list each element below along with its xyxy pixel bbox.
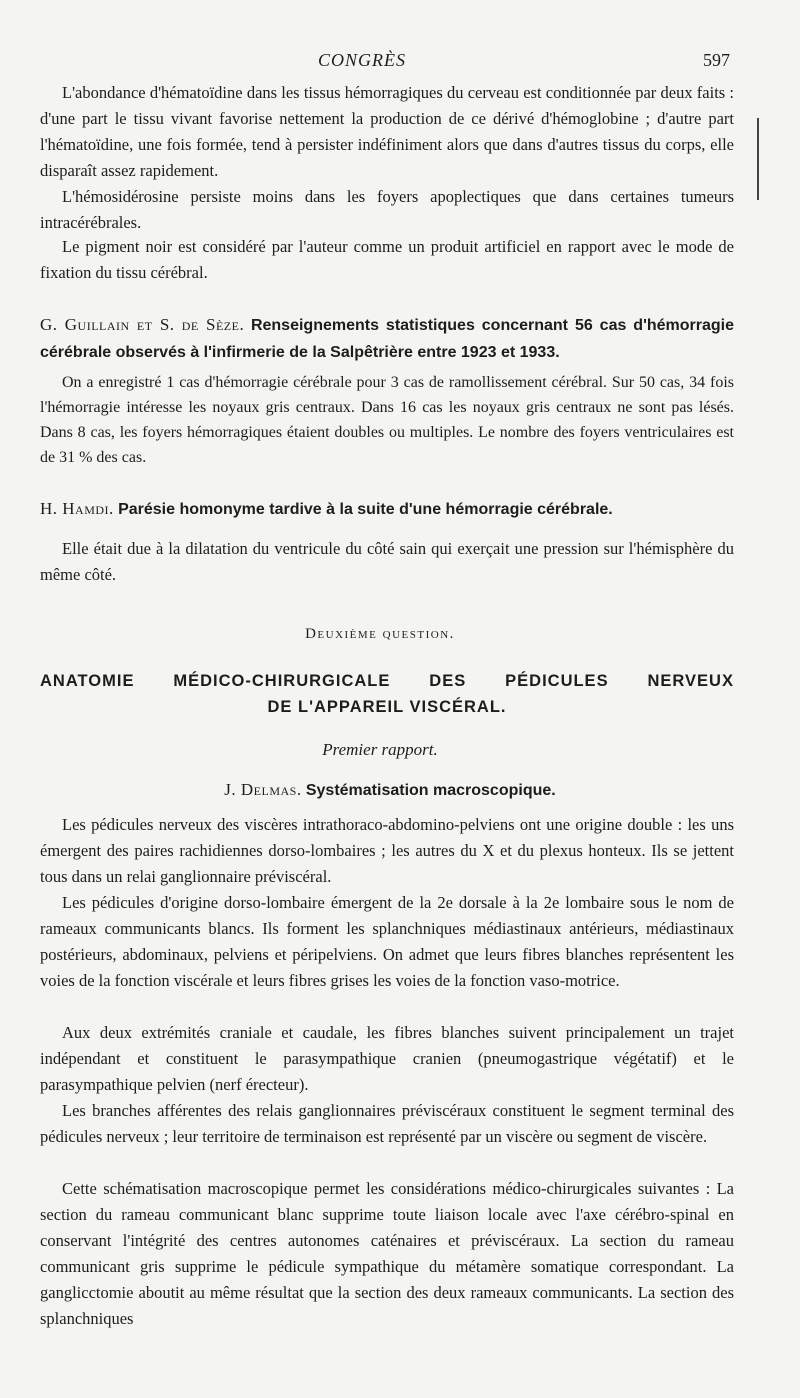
report-heading: [0, 780, 780, 800]
reference-guillain-body: On a enregistré 1 cas d'hémorragie cérébrale pour 3 cas de ramollissement cérébral. Sur 50 cas, 34 fois l'hémorragie intéresse les noyaux gris centraux. Dans 16 cas les noyaux gris centraux ne sont pas lésés. Dans 8 cas, les foyers hémorragiques étaient doubles ou multiples. Le nombre des foyers ventriculaires est de 31 % des cas.: [40, 374, 734, 466]
title-word: ANATOMIE: [40, 672, 135, 690]
title-word: NERVEUX: [647, 672, 734, 690]
section-title-line1: [40, 668, 734, 694]
paragraph-schematisation: Cette schématisation macroscopique permet les considérations médico-chirurgicales suivantes : La section du rameau communicant blanc supprime toute liaison locale avec l'axe cérébro-spinal en conservant l'intégrité des centres autonomes caténaires et préviscéraux. La section du rameau communicant gris supprime le pédicule sympathique du métamère somatique correspondant. La ganglicctomie aboutit au même résultat que la section des deux rameaux communicants. La section des splanchniques: [40, 1179, 734, 1328]
page-number: 597: [703, 50, 730, 70]
report-author: J. Delmas.: [224, 780, 302, 799]
paragraph-branches-afferentes: Les branches afférentes des relais ganglionnaires préviscéraux constituent le segment terminal des pédicules nerveux ; leur territoire de terminaison est représenté par un viscère ou segment de viscère.: [40, 1101, 734, 1146]
paragraph-pigment-noir: Le pigment noir est considéré par l'auteur comme un produit artificiel en rapport avec le mode de fixation du tissu cérébral.: [40, 237, 734, 282]
paragraph-hematoidine: L'abondance d'hématoïdine dans les tissus hémorragiques du cerveau est conditionnée par deux faits : d'une part le tissu vivant favorise nettement la production de ce dérivé d'hémoglobine ; d'autre part l'hématoïdine, une fois formée, tend à persister indéfiniment alors que dans d'autres tissus du corps, elle disparaît assez rapidement.: [40, 83, 734, 180]
reference-hamdi-body: Elle était due à la dilatation du ventricule du côté sain qui exerçait une pression sur l'hémisphère du même côté.: [40, 539, 734, 584]
margin-rule: [757, 118, 759, 200]
paragraph-dorso-lombaire: Les pédicules d'origine dorso-lombaire émergent de la 2e dorsale à la 2e lombaire sous le nom de rameaux communicants blancs. Ils forment les splanchniques médiastinaux antérieurs, médiastinaux postérieurs, abdominaux, pelviens et péripelviens. On admet que leurs fibres blanches représentent les voies de la fonction viscérale et leurs fibres grises les voies de la fonction vaso-motrice.: [40, 893, 734, 990]
question-label: Deuxième question.: [305, 626, 455, 642]
title-word: DES: [429, 672, 467, 690]
paragraph-hemosiderosine: L'hémosidérosine persiste moins dans les foyers apoplectiques que dans certaines tumeurs intracérébrales.: [40, 187, 734, 232]
reference-guillain: [40, 312, 734, 366]
title-word: PÉDICULES: [505, 672, 609, 690]
reference-authors: G. Guillain et S. de Sèze.: [40, 315, 245, 334]
running-title: CONGRÈS: [318, 50, 406, 70]
running-header: [0, 50, 800, 74]
reference-hamdi: [40, 496, 734, 523]
report-title: Systématisation macroscopique.: [305, 782, 556, 799]
section-title-line2: DE L'APPAREIL VISCÉRAL.: [267, 698, 507, 716]
reference-authors: H. Hamdi.: [40, 499, 114, 518]
section-title: [40, 668, 734, 720]
title-word: MÉDICO-CHIRURGICALE: [173, 672, 391, 690]
paragraph-pedicules-origine: Les pédicules nerveux des viscères intrathoraco-abdomino-pelviens ont une origine double : les uns émergent des paires rachidiennes dorso-lombaires ; les autres du X et du plexus honteux. Ils se jettent tous dans un relai ganglionnaire préviscéral.: [40, 815, 734, 886]
report-label: Premier rapport.: [322, 740, 438, 759]
reference-title: Parésie homonyme tardive à la suite d'une hémorragie cérébrale.: [118, 501, 613, 518]
reference-title: Renseignements statistiques concernant 56 cas d'hémorragie cérébrale observés à l'infirmerie de la Salpêtrière entre 1923 et 1933.: [40, 317, 735, 361]
paragraph-extremites: Aux deux extrémités craniale et caudale, les fibres blanches suivent principalement un trajet indépendant et constituent le parasympathique cranien (pneumogastrique végétatif) et le parasympathique pelvien (nerf érecteur).: [40, 1023, 734, 1094]
